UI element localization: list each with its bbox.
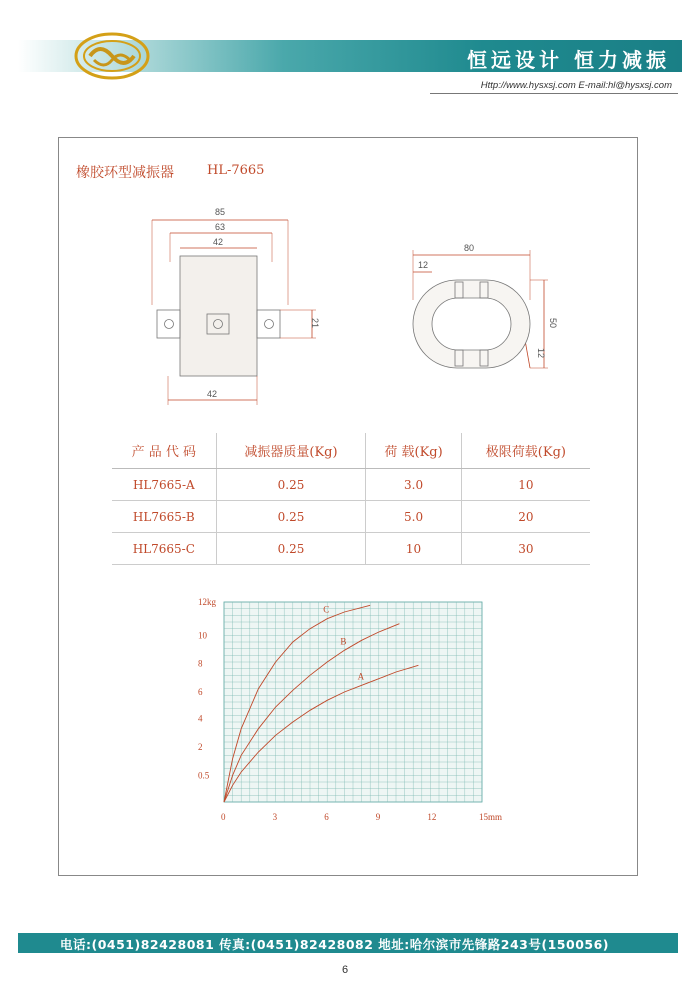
dim-12-bottom: 12 <box>536 348 546 359</box>
cell-load: 5.0 <box>366 501 461 533</box>
page-number: 6 <box>342 964 349 976</box>
dim-63: 63 <box>215 222 226 232</box>
product-title: 橡胶环型减振器 <box>76 165 174 181</box>
y-tick-label: 2 <box>198 742 203 752</box>
y-tick-label: 8 <box>198 658 203 669</box>
cell-code: HL7665-A <box>112 469 216 501</box>
series-label: A <box>357 671 365 682</box>
dim-21: 21 <box>310 318 320 329</box>
y-tick-label: 6 <box>198 687 203 697</box>
header-weight: 减振器质量(Kg) <box>216 433 366 469</box>
y-tick-label: 10 <box>198 630 207 641</box>
series-label: C <box>323 604 330 615</box>
header-slogan: 恒远设计 恒力减振 <box>467 48 670 72</box>
cell-max-load: 10 <box>461 469 590 501</box>
spec-table <box>112 433 590 565</box>
x-tick-label: 6 <box>324 812 329 822</box>
cell-load: 10 <box>366 533 461 565</box>
x-tick-label: 9 <box>375 812 381 822</box>
cell-code: HL7665-B <box>112 501 216 533</box>
cell-weight: 0.25 <box>216 533 366 565</box>
footer-contact: 电话:(0451)82428081 传真:(0451)82428082 地址:哈尔滨市先锋路243号(150056) <box>60 937 609 952</box>
x-tick-label: 0 <box>221 812 226 822</box>
load-deflection-chart <box>190 592 520 827</box>
table-row <box>112 533 590 565</box>
cell-weight: 0.25 <box>216 469 366 501</box>
cell-load: 3.0 <box>366 469 461 501</box>
dim-85: 85 <box>215 207 226 217</box>
y-tick-label: 12kg <box>198 597 216 607</box>
x-tick-label: 3 <box>272 812 278 822</box>
dim-50: 50 <box>548 318 558 329</box>
cell-max-load: 30 <box>461 533 590 565</box>
header-max-load: 极限荷载(Kg) <box>461 433 590 469</box>
series-label: B <box>340 636 347 647</box>
header-product-code: 产 品 代 码 <box>112 433 216 469</box>
table-row <box>112 501 590 533</box>
dim-12-top: 12 <box>418 260 429 270</box>
x-tick-label: 12 <box>427 812 437 822</box>
y-tick-label: 0.5 <box>198 770 210 781</box>
table-row <box>112 469 590 501</box>
dim-80: 80 <box>464 243 475 253</box>
technical-drawing <box>0 0 700 420</box>
y-tick-label: 4 <box>198 713 203 724</box>
header-contact: Http://www.hysxsj.com E-mail:hl@hysxsj.com <box>480 80 672 91</box>
header-load: 荷 载(Kg) <box>366 433 461 469</box>
chart-grid <box>224 602 482 802</box>
dim-42-top: 42 <box>213 237 224 247</box>
dim-42-bottom: 42 <box>207 389 218 399</box>
x-tick-label: 15mm <box>479 812 503 822</box>
cell-code: HL7665-C <box>112 533 216 565</box>
product-code: HL-7665 <box>207 163 265 178</box>
table-header-row <box>112 433 590 469</box>
cell-weight: 0.25 <box>216 501 366 533</box>
cell-max-load: 20 <box>461 501 590 533</box>
